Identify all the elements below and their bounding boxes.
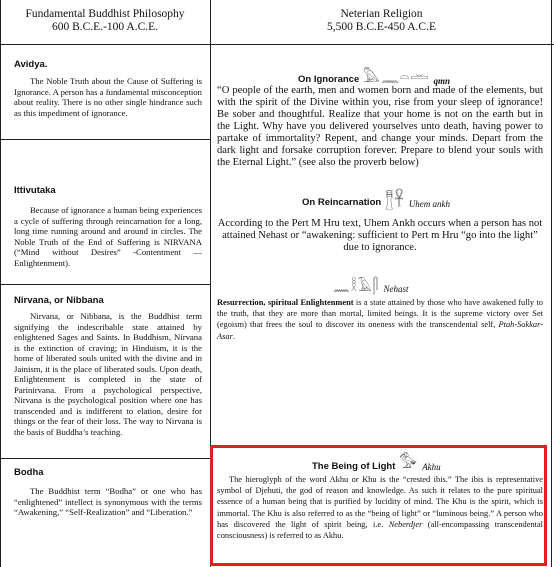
nehast-word: Nehast <box>383 284 409 294</box>
right-header-dates: 5,500 B.C.E-450 A.C.E <box>327 21 436 33</box>
avidya-text: The Noble Truth about the Cause of Suffering is Ignorance. A person has a fundamental misconception about reality. There is no other single hindrance such as this impediment of ignorance. <box>14 76 202 118</box>
ittivutaka-text: Because of ignorance a human being experiences a cycle of suffering through reincarnation for a long, long time running around and around in circles. The Noble Truth of the End of Suffering is NIRVANA (“Mind without Desires” -Contentment — Enlightenment). <box>14 205 202 268</box>
bodha-heading: Bodha <box>14 467 44 478</box>
light-word: Akhu <box>422 462 441 472</box>
header-rule <box>0 44 554 45</box>
light-title: The Being of Light <box>312 460 396 472</box>
nehast-text <box>217 297 543 342</box>
ignorance-hieroglyph-icon: 𓅓𓈖𓏏𓏛 <box>363 70 430 86</box>
light-text-a: The hieroglyph of the word Akhu or Khu is the “crested ibis.” The ibis is representative symbol of Djehuti, the god of reason and knowledge. As such it relates to the pure spiritual essence of a human being that is purified by lucidity of mind. The Khu is the spirit, which is immortal. The Khu is also referred to as the “being of light” or “luminous being.” A person who has discovered the light of spirit being, i.e. <box>217 475 543 529</box>
nehast-text-italic: Ptah-Sokkar-Asar <box>217 320 543 341</box>
ibis-icon: 𓅜 <box>399 455 419 472</box>
light-text <box>217 474 543 541</box>
light-text-b: (all-encompassing transcendental consciousness) is referred to as Akhu. <box>217 519 544 541</box>
reincarnation-word: Uhem ankh <box>408 198 451 209</box>
reincarnation-text: According to the Pert M Hru text, Uhem Ankh occurs when a person has not attained Nehast or “awakening: sufficient to Pert m Hru “go into the light” due to ignorance. <box>217 218 543 253</box>
left-rule-2 <box>0 284 210 285</box>
left-rule-3 <box>0 458 210 459</box>
left-header-dates: 600 B.C.E.-100 A.C.E. <box>51 21 159 33</box>
bodha-text: The Buddhist term “Bodha” or one who has “enlightened” intellect is synonymous with the terms “Awakening,” “Self-Realization” and “Liberation.” <box>14 486 202 517</box>
right-column-header <box>211 8 552 34</box>
nehast-text-a: is a state attained by those who have awakened fully to the truth, that they are more than mortal, limited beings. It is the supreme victory over Set (egoism) that frees the soul to discover its oneness with the transcendental self, <box>217 298 543 330</box>
light-title-line <box>312 448 441 474</box>
nehast-hieroglyph-icon: 𓈖𓎛𓄿𓋴 <box>333 280 380 295</box>
ignorance-word: qmn <box>433 75 451 86</box>
nehast-text-b: . <box>232 331 235 341</box>
nirvana-text: Nirvana, or Nibbana, is the Buddhist term signifying the indescribable state attained by enlightened Sages and Saints. In Buddhism, Nirvana is the extinction of craving; in Hinduism, it is the home of liberated souls united with the divine and in Jainism, it is the place of liberated souls. Upon death, Enlightenment is completed in the state of Parinirvana. From a psychological perspective, Nirvana is the psychological position where one has transcended and is indifferent to elation, desire for things or the fear of their loss. The way to Nirvana is the basis of Buddha’s teaching. <box>14 311 202 437</box>
avidya-heading: Avidya. <box>14 59 48 70</box>
nehast-title-line <box>329 272 409 296</box>
nirvana-heading: Nirvana, or Nibbana <box>14 295 104 306</box>
ignorance-title-line <box>298 62 450 87</box>
left-column-header <box>0 8 210 34</box>
reincarnation-hieroglyph-icon: 𓊽𓋹 <box>385 191 405 210</box>
nehast-term: Resurrection, spiritual Enlightenment <box>217 298 354 307</box>
left-header-title: Fundamental Buddhist Philosophy <box>25 8 185 20</box>
ittivutaka-heading: Ittivutaka <box>14 185 56 196</box>
light-text-italic: Neberdjer <box>388 519 423 529</box>
left-rule-1 <box>0 139 210 140</box>
ignorance-text: “O people of the earth, men and women born and made of the elements, but with the spirit of the Divine within you, rise from your sleep of ignorance! Be sober and thoughtful. Realize that your home is not on the earth but in the Light. Why have you delivered yourselves unto death, having power to partake of immortality? Repent, and change your minds. Depart from the dark light and forsake corruption forever. Prepare to blend your souls with the Eternal Light.” (see also the proverb below) <box>217 85 543 168</box>
ignorance-title: On Ignorance <box>298 74 360 85</box>
right-header-title: Neterian Religion <box>340 8 423 20</box>
reincarnation-title: On Reincarnation <box>302 197 382 208</box>
reincarnation-title-line <box>302 183 450 212</box>
